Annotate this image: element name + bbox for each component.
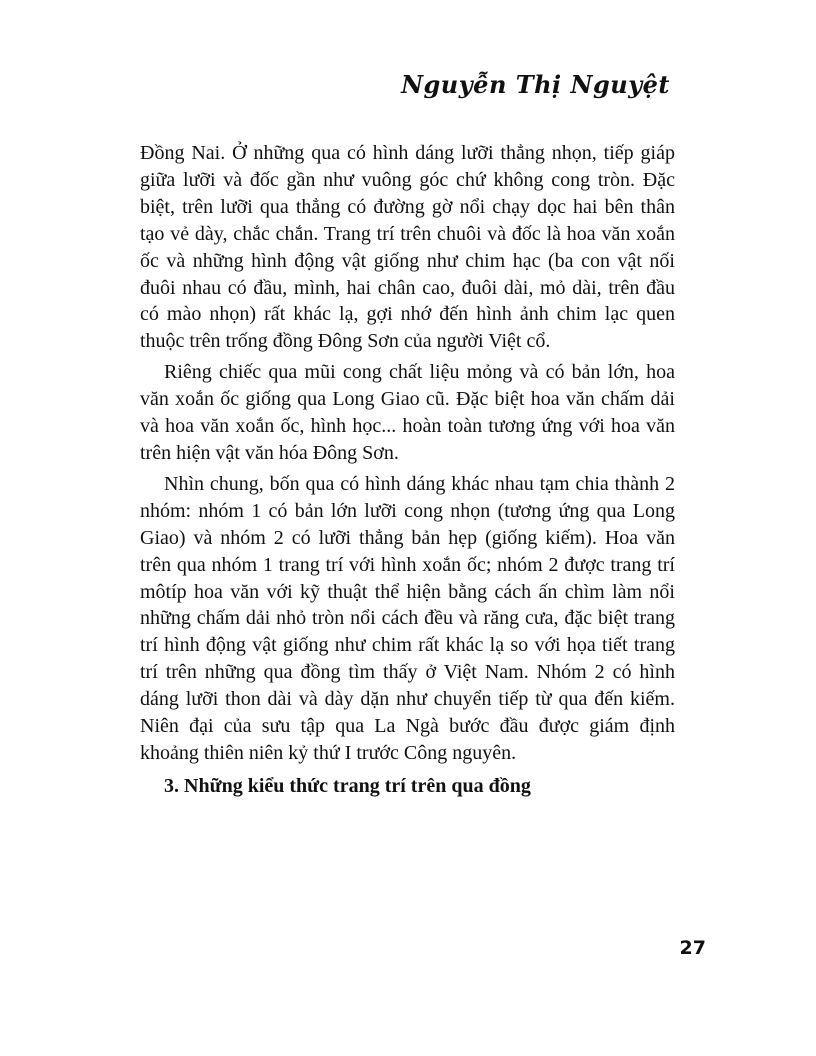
paragraph-nhin-chung: Nhìn chung, bốn qua có hình dáng khác nhau tạm chia thành 2 nhóm: nhóm 1 có bản lớn lưỡi cong nhọn (tương ứng qua Long Giao) và nhóm 2 có lưỡi thẳng bản hẹp (giống kiếm). Hoa văn trên qua nhóm 1 trang trí với hình xoắn ốc; nhóm 2 được trang trí môtíp hoa văn với kỹ thuật thể hiện bằng cách ấn chìm làm nổi những chấm dải nhỏ tròn nổi cách đều và răng cưa, đặc biệt trang trí hình động vật giống như chim rất khác lạ so với họa tiết trang trí trên những qua đồng tìm thấy ở Việt Nam. Nhóm 2 có hình dáng lưỡi thon dài và dày dặn như chuyển tiếp từ qua đến kiếm. Niên đại của sưu tập qua La Ngà bước đầu được giám định khoảng thiên niên kỷ thứ I trước Công nguyên. [140, 472, 675, 764]
paragraph-continued: Đồng Nai. Ở những qua có hình dáng lưỡi thẳng nhọn, tiếp giáp giữa lưỡi và đốc gần như vuông góc chứ không cong tròn. Đặc biệt, trên lưỡi qua thẳng có đường gờ nổi chạy dọc hai bên thân tạo vẻ dày, chắc chắn. Trang trí trên chuôi và đốc là hoa văn xoắn ốc và những hình động vật giống như chim hạc (ba con vật nối đuôi nhau có đầu, mình, hai chân cao, đuôi dài, mỏ dài, trên đầu có mào nhọn) rất khác lạ, gợi nhớ đến hình ảnh chim lạc quen thuộc trên trống đồng Đông Sơn của người Việt cổ. [140, 142, 675, 353]
running-header-author: Nguyễn Thị Nguyệt [401, 70, 670, 99]
page-number: 27 [679, 937, 706, 959]
paragraph-rieng-chiec-qua: Riêng chiếc qua mũi cong chất liệu mỏng và có bản lớn, hoa văn xoắn ốc giống qua Long Giao cũ. Đặc biệt hoa văn chấm dải và hoa văn xoắn ốc, hình học... hoàn toàn tương ứng với hoa văn trên hiện vật văn hóa Đông Sơn. [140, 361, 675, 464]
body-text [140, 140, 675, 800]
section-heading: 3. Những kiểu thức trang trí trên qua đồng [164, 774, 531, 797]
